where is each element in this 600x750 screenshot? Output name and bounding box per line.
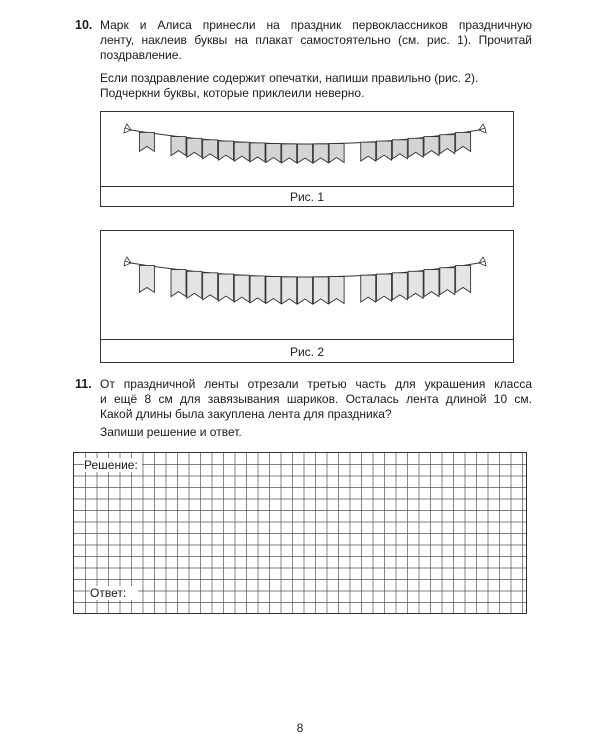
flag-shape bbox=[392, 140, 407, 159]
figure-2-caption: Рис. 2 bbox=[101, 339, 513, 364]
task-11-text bbox=[100, 377, 532, 422]
flag-shape bbox=[250, 276, 265, 303]
flag-shape bbox=[203, 140, 218, 159]
flag-shape bbox=[456, 132, 471, 151]
flag-shape bbox=[203, 273, 218, 300]
task-10-number: 10. bbox=[75, 18, 93, 32]
flag-shape bbox=[313, 277, 328, 304]
flag-shape bbox=[377, 274, 392, 301]
page-number: 8 bbox=[296, 721, 304, 735]
flag-shape bbox=[392, 273, 407, 300]
flag-shape bbox=[171, 270, 186, 297]
flag-shape bbox=[361, 142, 376, 161]
bow-icon bbox=[124, 124, 131, 133]
flag-shape bbox=[456, 265, 471, 292]
bow-icon bbox=[124, 257, 131, 266]
task-10-text bbox=[100, 18, 532, 63]
flag-shape bbox=[298, 277, 313, 304]
answer-label: Ответ: bbox=[90, 586, 138, 600]
flag-shape bbox=[329, 144, 344, 163]
solution-label: Решение: bbox=[84, 458, 142, 472]
flag-shape bbox=[187, 271, 202, 298]
flag-shape bbox=[139, 265, 154, 292]
flag-shape bbox=[266, 144, 281, 163]
task-11-line-3: Какой длины была закуплена лента для праздника? bbox=[100, 407, 392, 421]
banner-figure-2-answer-area[interactable] bbox=[101, 231, 515, 339]
flag-shape bbox=[187, 138, 202, 157]
task-11-line-2: и ещё 8 см для завязывания шариков. Осталась лента длиной 10 см. bbox=[100, 392, 532, 406]
flag-shape bbox=[218, 274, 233, 301]
flag-shape bbox=[234, 275, 249, 302]
task-10-line-2: ленту, наклеив буквы на плакат самостоятельно (см. рис. 1). Прочитай bbox=[100, 33, 532, 47]
task-11-line-1: От праздничной ленты отрезали третью часть для украшения класса bbox=[100, 377, 532, 391]
task-10-instruction-2: Подчеркни буквы, которые приклеили неверно. bbox=[100, 86, 365, 100]
flag-shape bbox=[329, 277, 344, 304]
flag-shape bbox=[234, 142, 249, 161]
bow-icon bbox=[479, 257, 486, 266]
solution-grid[interactable] bbox=[73, 452, 527, 614]
task-10-line-1: Марк и Алиса принесли на праздник первоклассников праздничную bbox=[100, 18, 532, 32]
flag-shape bbox=[266, 277, 281, 304]
flag-shape bbox=[361, 275, 376, 302]
banner-figure-1 bbox=[101, 112, 515, 186]
flag-shape bbox=[313, 144, 328, 163]
flag-shape bbox=[424, 137, 439, 156]
flag-shape bbox=[424, 270, 439, 297]
task-10-line-3: поздравление. bbox=[100, 48, 182, 62]
flag-shape bbox=[282, 277, 297, 304]
figure-1-caption: Рис. 1 bbox=[101, 186, 513, 208]
grid-lines bbox=[74, 453, 526, 613]
task-10-instructions bbox=[100, 71, 532, 101]
flag-shape bbox=[282, 144, 297, 163]
figure-2 bbox=[100, 230, 514, 363]
figure-1 bbox=[100, 111, 514, 207]
flag-shape bbox=[139, 132, 154, 151]
flag-shape bbox=[218, 141, 233, 160]
flag-shape bbox=[408, 271, 423, 298]
flag-shape bbox=[171, 137, 186, 156]
task-11-instruction: Запиши решение и ответ. bbox=[100, 425, 242, 439]
flag-shape bbox=[440, 268, 455, 295]
flag-shape bbox=[377, 141, 392, 160]
flag-shape bbox=[298, 144, 313, 163]
flag-shape bbox=[250, 143, 265, 162]
task-10-instruction-1: Если поздравление содержит опечатки, напиши правильно (рис. 2). bbox=[100, 71, 479, 85]
task-11-number: 11. bbox=[75, 377, 92, 391]
bow-icon bbox=[479, 124, 486, 133]
flag-shape bbox=[408, 138, 423, 157]
flag-shape bbox=[440, 135, 455, 154]
